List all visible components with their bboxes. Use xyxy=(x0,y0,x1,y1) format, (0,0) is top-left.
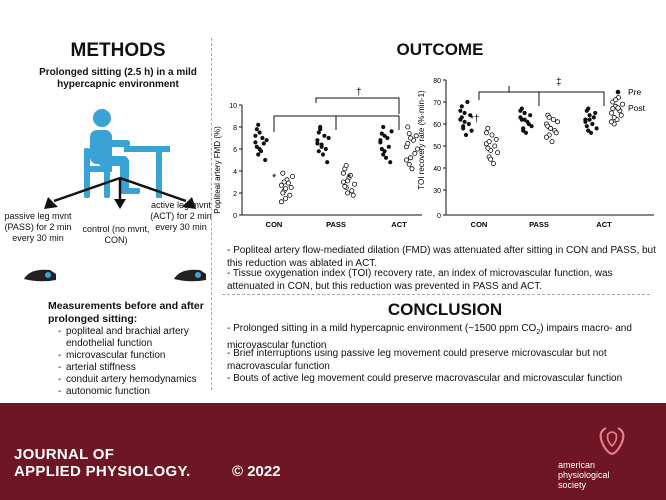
pre-data-point xyxy=(321,152,325,156)
list-item: - microvascular function xyxy=(58,350,216,362)
outcome-text-toi: - Tissue oxygenation index (TOI) recovery rate, an index of microvascular function, was attenuated in CON, but this reduction was prevented in PASS and ACT. xyxy=(227,268,613,292)
y-tick-label: 8 xyxy=(233,125,237,132)
toi-con-significance: *† xyxy=(470,114,480,125)
post-data-point xyxy=(284,187,288,191)
post-data-point xyxy=(493,144,497,148)
methods-title: METHODS xyxy=(70,40,166,61)
pre-data-point xyxy=(260,136,264,140)
post-data-point xyxy=(490,133,494,137)
post-data-point xyxy=(611,107,615,111)
measurements-list xyxy=(58,326,216,398)
pre-data-point xyxy=(320,143,324,147)
post-data-point xyxy=(554,131,558,135)
post-data-point xyxy=(486,146,490,150)
pre-data-point xyxy=(324,147,328,151)
pre-data-point xyxy=(589,131,593,135)
toi-y-axis-label: TOI recovery rate (%·min-1) xyxy=(417,90,426,190)
outcome-title: OUTCOME xyxy=(396,40,484,59)
pre-data-point xyxy=(530,124,534,128)
pre-data-point xyxy=(588,113,592,117)
pre-data-point xyxy=(465,100,469,104)
y-tick-label: 6 xyxy=(233,147,237,154)
y-tick-label: 40 xyxy=(433,166,441,173)
pre-data-point xyxy=(381,152,385,156)
pre-data-point xyxy=(387,145,391,149)
pre-data-point xyxy=(318,127,322,131)
post-data-point xyxy=(344,163,348,167)
post-data-point xyxy=(409,156,413,160)
legend-post: Post xyxy=(628,103,646,113)
leg-device-icon xyxy=(20,265,60,285)
post-data-point xyxy=(284,196,288,200)
x-category-label: PASS xyxy=(529,220,549,229)
fmd-pass-significance: * xyxy=(347,172,352,184)
post-data-point xyxy=(609,111,613,115)
list-item: - arterial stiffness xyxy=(58,362,216,374)
pre-data-point xyxy=(523,118,527,122)
passive-movement-label: passive leg mvnt (PASS) for 2 min every 30 min xyxy=(4,211,72,243)
pre-data-point xyxy=(461,124,465,128)
post-data-point xyxy=(406,125,410,129)
copyright: © 2022 xyxy=(232,463,281,480)
pre-data-point xyxy=(253,140,257,144)
toi-chart xyxy=(417,77,654,229)
x-category-label: ACT xyxy=(391,220,407,229)
pre-data-point xyxy=(378,138,382,142)
post-data-point xyxy=(494,137,498,141)
post-data-point xyxy=(341,171,345,175)
pre-data-point xyxy=(255,127,259,131)
pre-data-point xyxy=(460,104,464,108)
pre-data-point xyxy=(595,126,599,130)
list-item: - conduit artery hemodynamics xyxy=(58,374,216,386)
post-data-point xyxy=(353,182,357,186)
post-data-point xyxy=(351,193,355,197)
y-tick-label: 50 xyxy=(433,144,441,151)
fmd-bracket-annotation: † xyxy=(356,87,362,98)
pre-data-point xyxy=(585,124,589,128)
pre-data-point xyxy=(258,130,262,134)
society-logo-icon xyxy=(596,424,628,460)
pre-data-point xyxy=(463,120,467,124)
post-data-point xyxy=(343,184,347,188)
post-data-point xyxy=(404,158,408,162)
pre-data-point xyxy=(256,123,260,127)
pre-data-point xyxy=(586,107,590,111)
post-data-point xyxy=(341,180,345,184)
pre-data-point xyxy=(593,111,597,115)
post-data-point xyxy=(291,174,295,178)
pre-data-point xyxy=(523,111,527,115)
journal-title: JOURNAL OF APPLIED PHYSIOLOGY. xyxy=(14,446,191,480)
y-tick-label: 0 xyxy=(233,213,237,220)
post-data-point xyxy=(551,118,555,122)
conclusion-title: CONCLUSION xyxy=(387,300,503,319)
pre-data-point xyxy=(256,152,260,156)
post-data-point xyxy=(496,151,500,155)
pre-data-point xyxy=(383,134,387,138)
post-data-point xyxy=(612,115,616,119)
post-data-point xyxy=(550,140,554,144)
post-data-point xyxy=(614,98,618,102)
post-data-point xyxy=(549,126,553,130)
y-tick-label: 80 xyxy=(433,78,441,85)
post-data-point xyxy=(346,191,350,195)
post-data-point xyxy=(407,162,411,166)
y-tick-label: 60 xyxy=(433,122,441,129)
pre-data-point xyxy=(262,141,266,145)
post-data-point xyxy=(279,200,283,204)
pre-data-point xyxy=(381,125,385,129)
post-data-point xyxy=(621,102,625,106)
pre-data-point xyxy=(590,122,594,126)
pre-data-point xyxy=(322,134,326,138)
post-data-point xyxy=(289,185,293,189)
pre-data-point xyxy=(588,118,592,122)
post-data-point xyxy=(489,157,493,161)
measurements-title: Measurements before and after prolonged sitting: xyxy=(48,300,204,325)
x-category-label: CON xyxy=(470,220,488,229)
post-data-point xyxy=(281,191,285,195)
pre-data-point xyxy=(263,158,267,162)
pre-data-point xyxy=(327,136,331,140)
post-data-point xyxy=(491,162,495,166)
pre-data-point xyxy=(255,145,259,149)
pre-data-point xyxy=(325,160,329,164)
post-data-point xyxy=(350,189,354,193)
active-movement-label: active leg mvnt (ACT) for 2 min every 30 min xyxy=(150,200,212,232)
toi-bracket-annotation: ‡ xyxy=(556,77,562,88)
society-name: american physiological society xyxy=(558,460,610,490)
vertical-divider xyxy=(211,38,212,390)
pre-data-point xyxy=(460,115,464,119)
x-category-label: PASS xyxy=(326,220,346,229)
pre-data-point xyxy=(253,134,257,138)
post-data-point xyxy=(407,132,411,136)
methods-subtitle: Prolonged sitting (2.5 h) in a mild hypercapnic environment xyxy=(39,67,197,90)
post-data-point xyxy=(406,141,410,145)
fmd-y-axis-label: Popliteal artery FMD (%) xyxy=(213,126,222,214)
post-data-point xyxy=(619,113,623,117)
conclusion-item-3: - Bouts of active leg movement could preserve macrovascular and microvascular function xyxy=(227,373,623,384)
pre-data-point xyxy=(265,138,269,142)
post-data-point xyxy=(484,131,488,135)
leg-device-icon xyxy=(170,265,210,285)
post-data-point xyxy=(609,120,613,124)
y-tick-label: 30 xyxy=(433,188,441,195)
conclusion-item-1: - Prolonged sitting in a mild hypercapnic environment (~1500 ppm $CO_2$) impairs macro- and microvascular function xyxy=(227,323,632,351)
list-item: - popliteal and brachial artery endothelial function xyxy=(58,326,216,350)
pre-data-point xyxy=(521,129,525,133)
post-data-point xyxy=(544,135,548,139)
post-data-point xyxy=(486,126,490,130)
conclusion-item-2: - Brief interruptions using passive leg movement could preserve microvascular but not macrovascular function xyxy=(227,348,607,372)
pre-data-point xyxy=(259,149,263,153)
post-data-point xyxy=(286,181,290,185)
pre-data-point xyxy=(315,141,319,145)
legend-post-marker xyxy=(616,106,621,111)
legend-pre-marker xyxy=(616,90,621,95)
pre-data-point xyxy=(388,160,392,164)
control-label: control (no mvnt, CON) xyxy=(82,224,150,245)
pre-data-point xyxy=(464,133,468,137)
pre-data-point xyxy=(583,120,587,124)
post-data-point xyxy=(282,180,286,184)
y-tick-label: 4 xyxy=(233,169,237,176)
outcome-charts xyxy=(214,70,664,240)
list-item: - autonomic function xyxy=(58,386,216,398)
pre-data-point xyxy=(528,113,532,117)
y-tick-label: 2 xyxy=(233,191,237,198)
post-data-point xyxy=(281,171,285,175)
pre-data-point xyxy=(470,129,474,133)
pre-data-point xyxy=(518,109,522,113)
pre-data-point xyxy=(592,115,596,119)
pre-data-point xyxy=(384,156,388,160)
fmd-chart xyxy=(213,87,422,229)
post-data-point xyxy=(487,140,491,144)
outcome-text-fmd: - Popliteal artery flow-mediated dilation (FMD) was attenuated after sitting in CON and PASS, but this reduction was ablated in ACT. xyxy=(227,245,656,269)
x-category-label: ACT xyxy=(596,220,612,229)
pre-data-point xyxy=(463,111,467,115)
legend-pre: Pre xyxy=(628,87,642,97)
post-data-point xyxy=(288,193,292,197)
pre-data-point xyxy=(380,147,384,151)
post-data-point xyxy=(410,167,414,171)
pre-data-point xyxy=(390,129,394,133)
y-tick-label: 10 xyxy=(229,103,237,110)
y-tick-label: 70 xyxy=(433,100,441,107)
post-data-point xyxy=(409,136,413,140)
post-data-point xyxy=(556,120,560,124)
fmd-con-significance: * xyxy=(272,172,277,184)
y-tick-label: 0 xyxy=(437,213,441,220)
post-data-point xyxy=(547,115,551,119)
horizontal-divider xyxy=(222,294,650,295)
pre-data-point xyxy=(317,149,321,153)
x-category-label: CON xyxy=(265,220,283,229)
pre-data-point xyxy=(458,109,462,113)
